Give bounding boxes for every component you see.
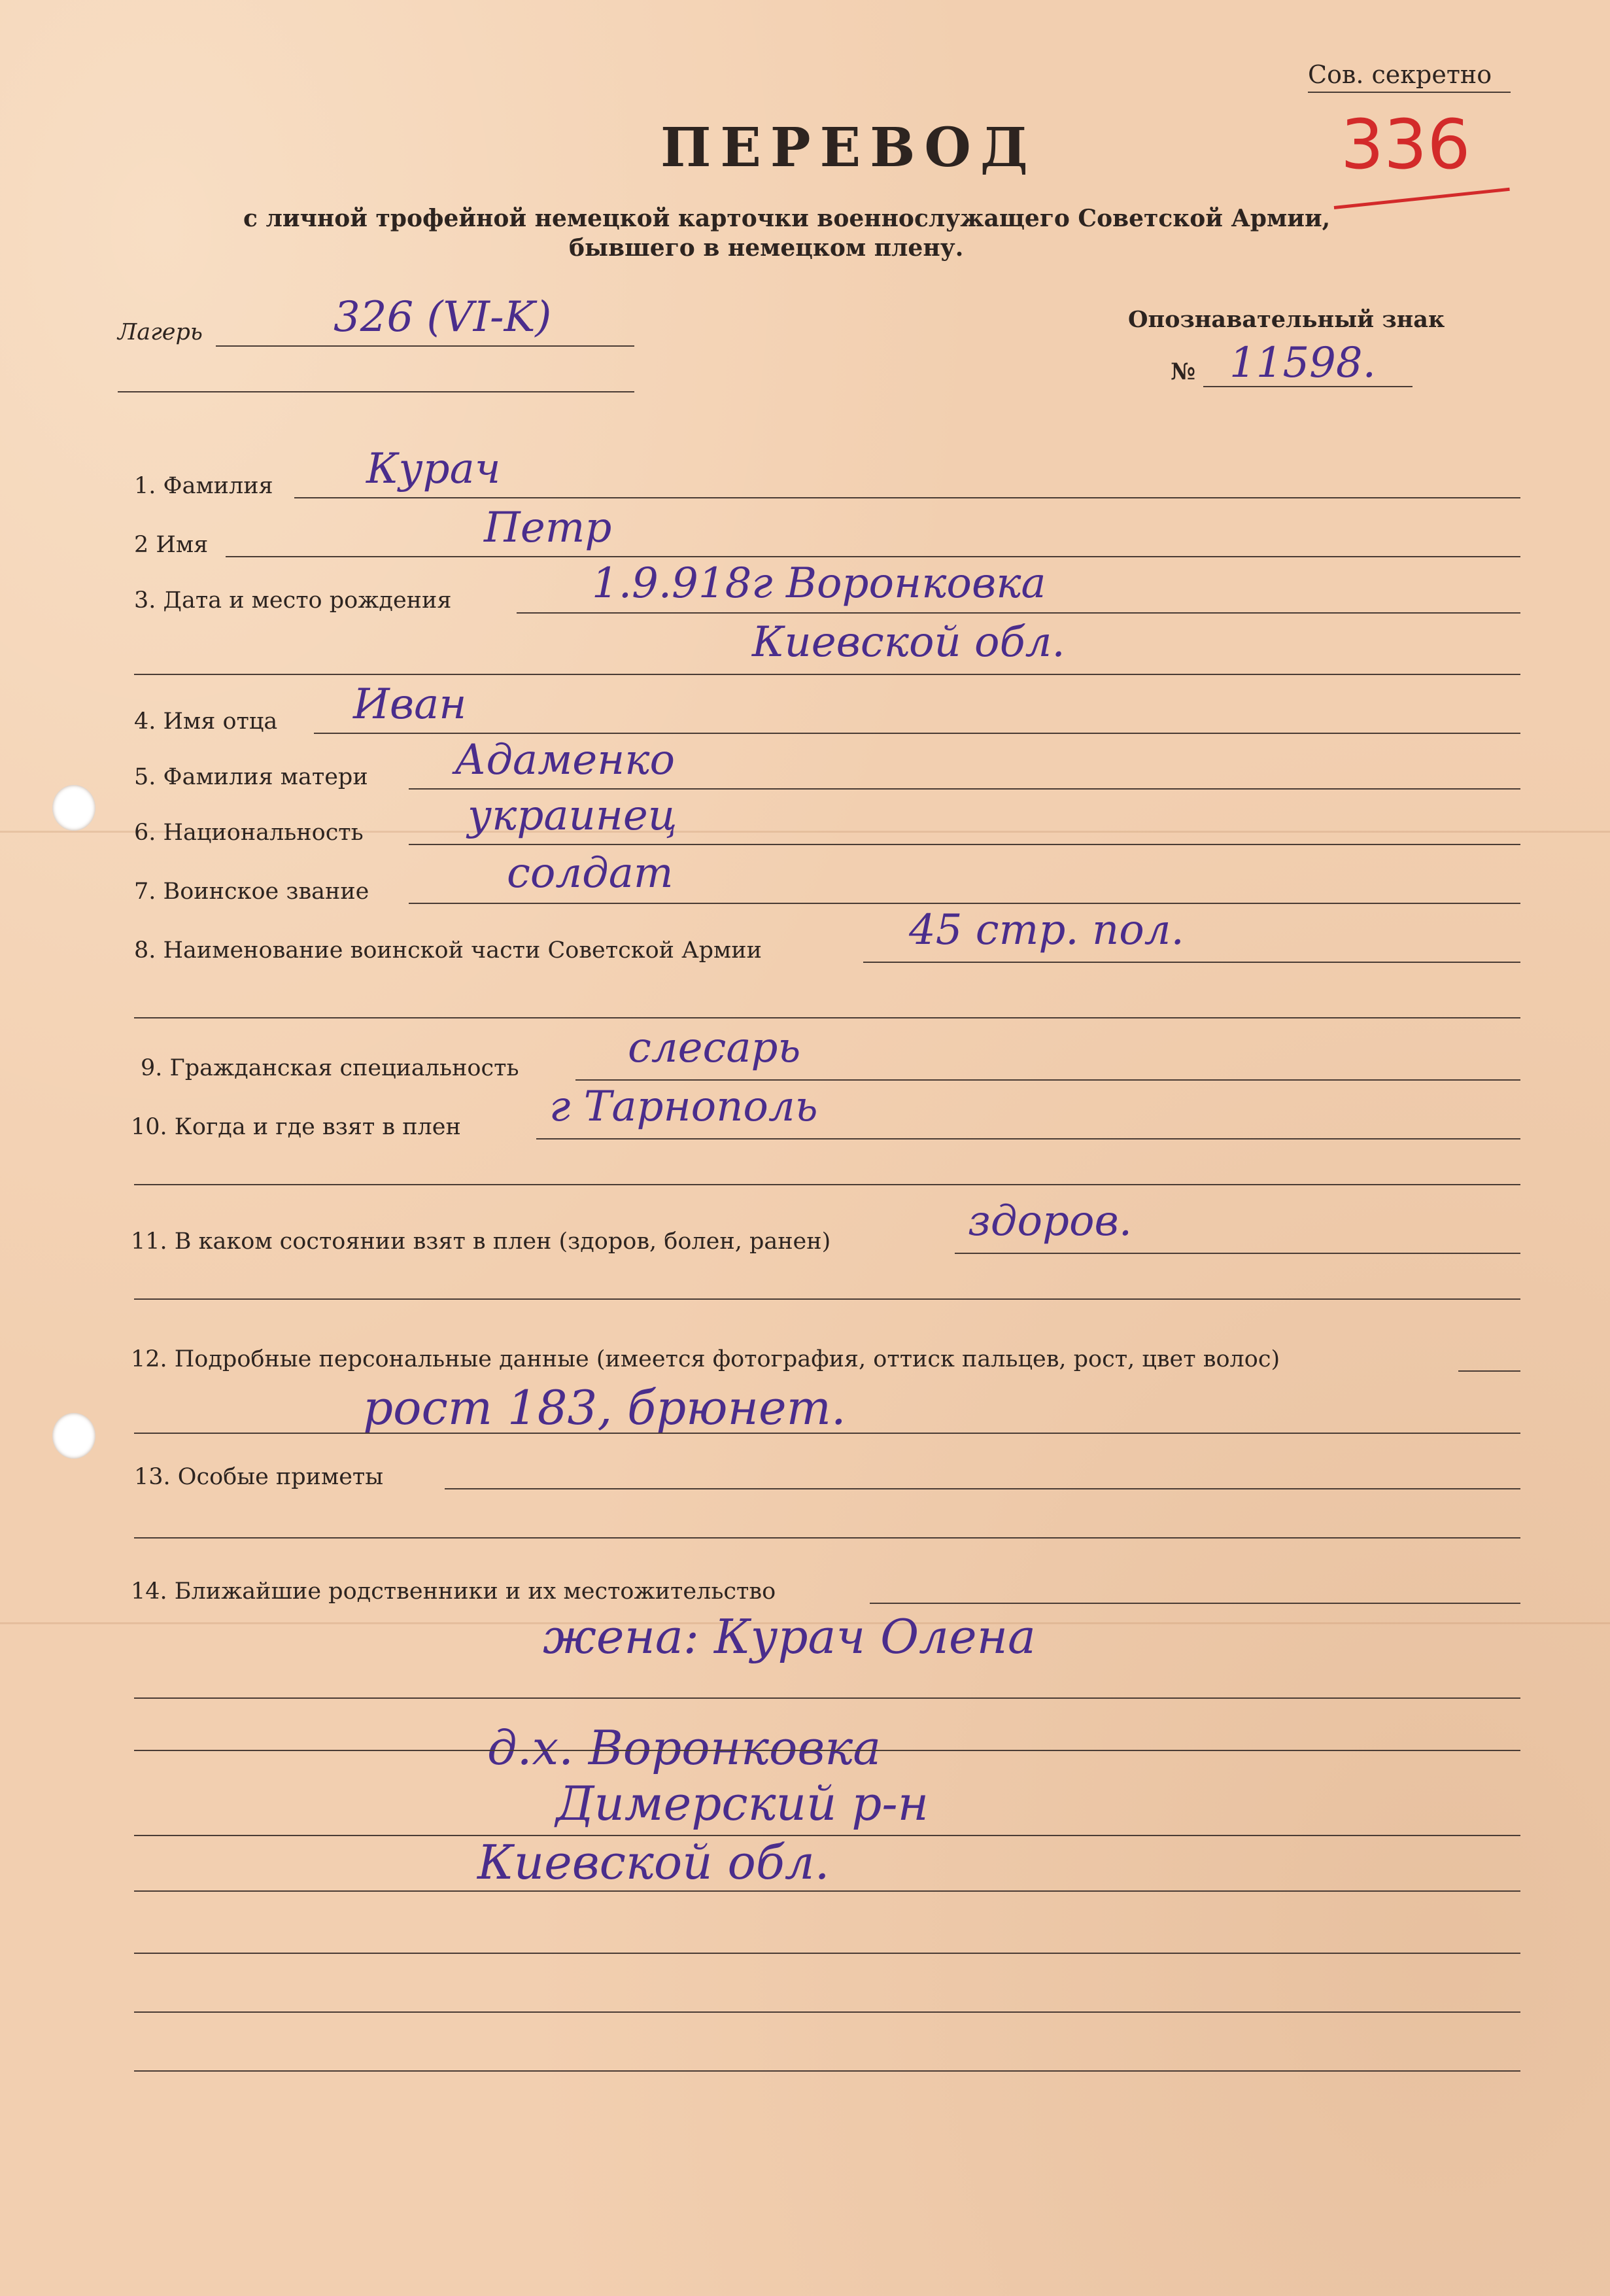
field-2-value: Петр — [484, 504, 612, 552]
field-10-line-2 — [134, 1184, 1520, 1185]
field-5-label: 5. Фамилия матери — [134, 764, 368, 790]
field-11-label: 11. В каком состоянии взят в плен (здоров, болен, ранен) — [131, 1228, 831, 1255]
field-14-value-line2: д.х. Воронковка — [487, 1720, 882, 1775]
field-4-line — [314, 733, 1520, 734]
field-12-label: 12. Подробные персональные данные (имеется фотография, оттиск пальцев, рост, цвет волос) — [131, 1346, 1280, 1372]
secrecy-underline — [1308, 92, 1511, 93]
field-13-label: 13. Особые приметы — [134, 1464, 384, 1490]
field-1-value: Курач — [366, 445, 501, 493]
field-13-line-2 — [134, 1537, 1520, 1539]
field-8-line — [863, 962, 1520, 963]
field-12-line-2 — [134, 1433, 1520, 1434]
field-10-value: г Тарнополь — [549, 1083, 818, 1131]
field-5-value: Адаменко — [454, 736, 676, 784]
field-2-label: 2 Имя — [134, 532, 209, 558]
field-14-line-3 — [134, 1750, 1520, 1751]
field-13-line — [445, 1488, 1520, 1489]
field-9-line — [575, 1079, 1520, 1081]
field-1-line — [294, 497, 1520, 498]
field-14-value-line1: жена: Курач Олена — [543, 1609, 1036, 1664]
field-10-label: 10. Когда и где взят в плен — [131, 1114, 461, 1140]
camp-label: Лагерь — [118, 319, 203, 345]
field-12-line — [1458, 1370, 1520, 1372]
camp-value: 326 (VI-K) — [334, 293, 552, 341]
field-4-value: Иван — [353, 680, 467, 729]
field-6-label: 6. Национальность — [134, 820, 364, 846]
field-1-label: 1. Фамилия — [134, 473, 273, 499]
field-9-label: 9. Гражданская специальность — [141, 1055, 519, 1081]
secrecy-mark: Сов. секретно — [1308, 60, 1492, 89]
page-title: ПЕРЕВОД — [660, 116, 1037, 179]
field-14-line-7 — [134, 2011, 1520, 2013]
id-tag-no-label: № — [1171, 358, 1196, 385]
registration-number: 336 — [1341, 105, 1471, 184]
punch-hole — [52, 785, 95, 831]
field-8-label: 8. Наименование воинской части Советской Армии — [134, 937, 762, 964]
punch-hole — [52, 1413, 95, 1459]
page-subtitle-line2: бывшего в немецком плену. — [569, 234, 964, 262]
field-14-line-5 — [134, 1890, 1520, 1892]
field-14-line-8 — [134, 2070, 1520, 2072]
field-5-line — [409, 788, 1520, 790]
field-6-line — [409, 844, 1520, 845]
field-3-line-2 — [134, 674, 1520, 675]
field-8-value: 45 стр. пол. — [909, 906, 1184, 954]
field-9-value: слесарь — [628, 1024, 801, 1072]
registration-underline — [1334, 188, 1510, 209]
page-subtitle-line1: с личной трофейной немецкой карточки военнослужащего Советской Армии, — [243, 205, 1331, 232]
field-7-line — [409, 903, 1520, 904]
camp-line-2 — [118, 391, 634, 392]
field-14-value-line4: Киевской обл. — [477, 1835, 830, 1890]
field-14-line-2 — [134, 1697, 1520, 1699]
field-7-label: 7. Воинское звание — [134, 878, 369, 905]
field-11-line — [955, 1253, 1520, 1254]
field-3-value-line2: Киевской обл. — [752, 618, 1065, 667]
field-8-line-2 — [134, 1017, 1520, 1018]
field-2-line — [226, 556, 1520, 557]
field-3-line — [517, 612, 1520, 614]
camp-line — [216, 345, 634, 347]
field-14-line-6 — [134, 1953, 1520, 1954]
field-3-value-line1: 1.9.918г Воронковка — [592, 559, 1046, 608]
field-12-value: рост 183, брюнет. — [363, 1380, 846, 1435]
field-4-label: 4. Имя отца — [134, 708, 278, 735]
field-6-value: украинец — [468, 791, 677, 840]
field-14-label: 14. Ближайшие родственники и их местожительство — [131, 1578, 776, 1605]
field-11-line-2 — [134, 1298, 1520, 1300]
id-tag-value: 11598. — [1229, 339, 1376, 387]
id-tag-label: Опознавательный знак — [1128, 306, 1445, 333]
field-14-value-line3: Димерский р-н — [556, 1776, 929, 1831]
field-11-value: здоров. — [968, 1197, 1133, 1245]
field-7-value: солдат — [507, 849, 674, 897]
field-14-line — [870, 1603, 1520, 1604]
field-3-label: 3. Дата и место рождения — [134, 587, 452, 614]
field-10-line — [536, 1138, 1520, 1139]
